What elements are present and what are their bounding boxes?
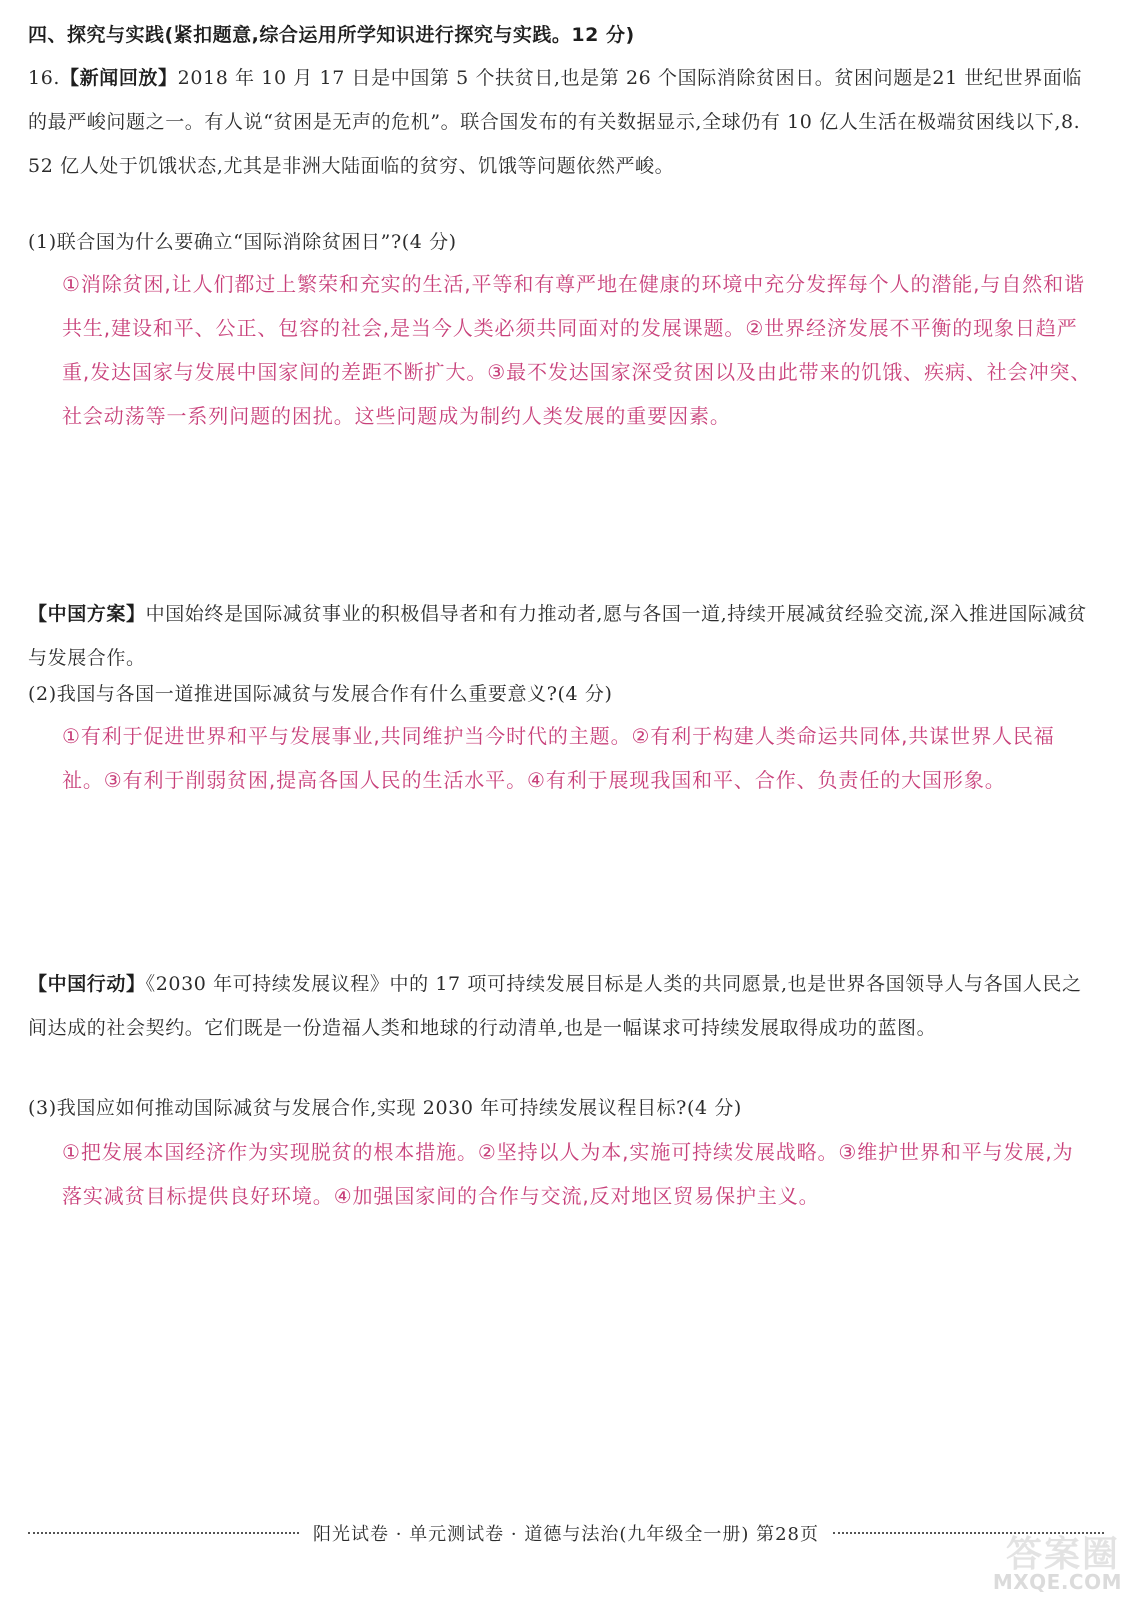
footer-dotted-line-left <box>28 1532 299 1534</box>
answer-2: ①有利于促进世界和平与发展事业,共同维护当今时代的主题。②有利于构建人类命运共同体,共谋世界人民福祉。③有利于削弱贫困,提高各国人民的生活水平。④有利于展现我国和平、合作、负责任的大国形象。 <box>62 724 1055 792</box>
footer-text: 阳光试卷 · 单元测试卷 · 道德与法治(九年级全一册) 第28页 <box>313 1524 819 1545</box>
action-text: 《2030 年可持续发展议程》中的 17 项可持续发展目标是人类的共同愿景,也是世界各国领导人与各国人民之间达成的社会契约。它们既是一份造福人类和地球的行动清单,也是一幅谋求可持续发展取得成功的蓝图。 <box>28 973 1082 1039</box>
page-footer <box>28 1518 1104 1548</box>
answer-3: ①把发展本国经济作为实现脱贫的根本措施。②坚持以人为本,实施可持续发展战略。③维护世界和平与发展,为落实减贫目标提供良好环境。④加强国家间的合作与交流,反对地区贸易保护主义。 <box>62 1140 1074 1208</box>
question-16-news <box>28 56 1090 188</box>
watermark-logo <box>966 1526 1126 1596</box>
sub-question-1: (1)联合国为什么要确立“国际消除贫困日”?(4 分) <box>28 231 457 253</box>
action-tag: 【中国行动】 <box>28 973 146 995</box>
section-heading: 四、探究与实践(紧扣题意,综合运用所学知识进行探究与实践。12 分) <box>28 24 635 46</box>
sub-question-2: (2)我国与各国一道推进国际减贫与发展合作有什么重要意义?(4 分) <box>28 683 613 705</box>
plan-tag: 【中国方案】 <box>28 603 146 625</box>
answer-1: ①消除贫困,让人们都过上繁荣和充实的生活,平等和有尊严地在健康的环境中充分发挥每个人的潜能,与自然和谐共生,建设和平、公正、包容的社会,是当今人类必须共同面对的发展课题。②世界经济发展不平衡的现象日趋严重,发达国家与发展中国家间的差距不断扩大。③最不发达国家深受贫困以及由此带来的饥饿、疾病、社会冲突、社会动荡等一系列问题的困扰。这些问题成为制约人类发展的重要因素。 <box>62 272 1092 428</box>
news-tag: 【新闻回放】 <box>60 67 178 89</box>
question-number: 16. <box>28 67 61 89</box>
news-text: 2018 年 10 月 17 日是中国第 5 个扶贫日,也是第 26 个国际消除贫困日。贫困问题是21 世纪世界面临的最严峻问题之一。有人说“贫困是无声的危机”。联合国发布的有关数据显示,全球仍有 10 亿人生活在极端贫困线以下,8.52 亿人处于饥饿状态,尤其是非洲大陆面临的贫穷、饥饿等问题依然严峻。 <box>28 67 1083 177</box>
sub-question-3: (3)我国应如何推动国际减贫与发展合作,实现 2030 年可持续发展议程目标?(4 分) <box>28 1097 742 1119</box>
watermark-logo-text: 答案圈 <box>1005 1534 1120 1575</box>
plan-text: 中国始终是国际减贫事业的积极倡导者和有力推动者,愿与各国一道,持续开展减贫经验交流,深入推进国际减贫与发展合作。 <box>28 603 1087 669</box>
watermark-site: MXQE.COM <box>992 1570 1122 1594</box>
china-plan <box>28 592 1090 680</box>
china-action <box>28 962 1090 1050</box>
